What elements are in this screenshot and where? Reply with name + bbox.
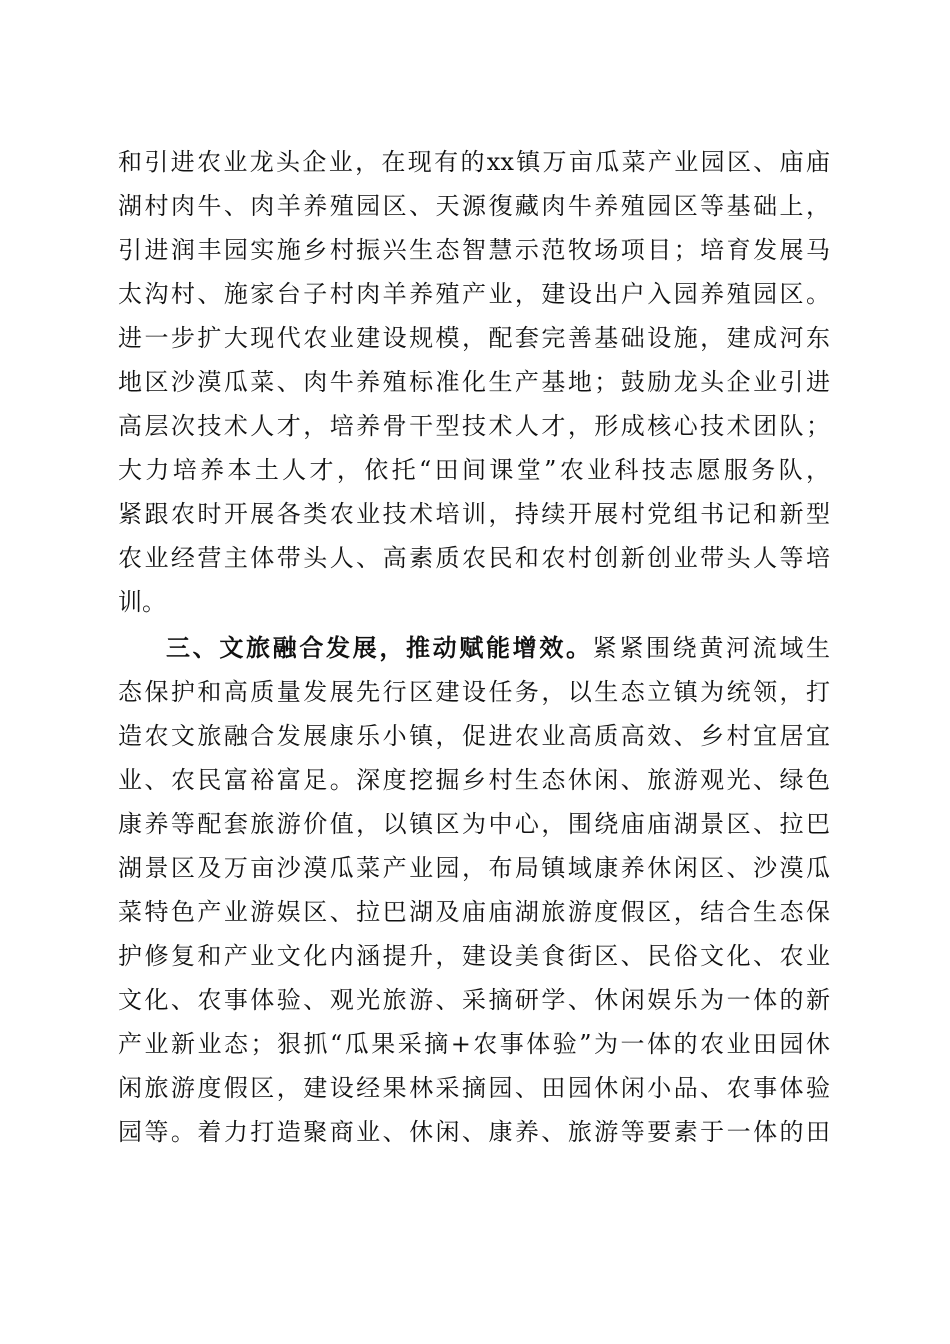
paragraph-2-line-11: 闲旅游度假区，建设经果林采摘园、田园休闲小品、农事体验: [118, 1074, 830, 1102]
paragraph-2-line-4: 业、农民富裕富足。深度挖掘乡村生态休闲、旅游观光、绿色: [118, 766, 830, 794]
paragraph-1-line-1: 和引进农业龙头企业，在现有的xx镇万亩瓜菜产业园区、庙庙: [118, 148, 830, 176]
paragraph-1-line-7: 高层次技术人才，培养骨干型技术人才，形成核心技术团队；: [118, 412, 830, 440]
paragraph-1-line-11: 训。: [118, 588, 166, 616]
paragraph-2-line-2: 态保护和高质量发展先行区建设任务，以生态立镇为统领，打: [118, 678, 830, 706]
paragraph-2-line-7: 菜特色产业游娱区、拉巴湖及庙庙湖旅游度假区，结合生态保: [118, 898, 830, 926]
paragraph-2-line-6: 湖景区及万亩沙漠瓜菜产业园，布局镇域康养休闲区、沙漠瓜: [118, 854, 830, 882]
paragraph-1-line-5: 进一步扩大现代农业建设规模，配套完善基础设施，建成河东: [118, 324, 830, 352]
section-heading: 三、文旅融合发展，推动赋能增效。: [166, 633, 593, 662]
paragraph-1-line-2: 湖村肉牛、肉羊养殖园区、天源復藏肉牛养殖园区等基础上，: [118, 192, 830, 220]
paragraph-2-line-12: 园等。着力打造聚商业、休闲、康养、旅游等要素于一体的田: [118, 1118, 830, 1146]
paragraph-2-line-5: 康养等配套旅游价值，以镇区为中心，围绕庙庙湖景区、拉巴: [118, 810, 830, 838]
paragraph-1-line-8: 大力培养本土人才，依托“田间课堂”农业科技志愿服务队，: [118, 456, 830, 484]
paragraph-1-line-10: 农业经营主体带头人、高素质农民和农村创新创业带头人等培: [118, 544, 830, 572]
paragraph-2-line-9: 文化、农事体验、观光旅游、采摘研学、休闲娱乐为一体的新: [118, 986, 830, 1014]
paragraph-1-line-4: 太沟村、施家台子村肉羊养殖产业，建设出户入园养殖园区。: [118, 280, 830, 308]
paragraph-1-line-3: 引进润丰园实施乡村振兴生态智慧示范牧场项目；培育发展马: [118, 236, 830, 264]
paragraph-2-line-8: 护修复和产业文化内涵提升，建设美食街区、民俗文化、农业: [118, 942, 830, 970]
paragraph-1-line-9: 紧跟农时开展各类农业技术培训，持续开展村党组书记和新型: [118, 500, 830, 528]
paragraph-2-line-1: [166, 628, 830, 668]
paragraph-1-line-6: 地区沙漠瓜菜、肉牛养殖标准化生产基地；鼓励龙头企业引进: [118, 368, 830, 396]
paragraph-2-line-10: 产业新业态；狠抓“瓜果采摘+农事体验”为一体的农业田园休: [118, 1030, 830, 1058]
paragraph-2-line-1-text: 紧紧围绕黄河流域生: [592, 634, 830, 662]
paragraph-2-line-3: 造农文旅融合发展康乐小镇，促进农业高质高效、乡村宜居宜: [118, 722, 830, 750]
